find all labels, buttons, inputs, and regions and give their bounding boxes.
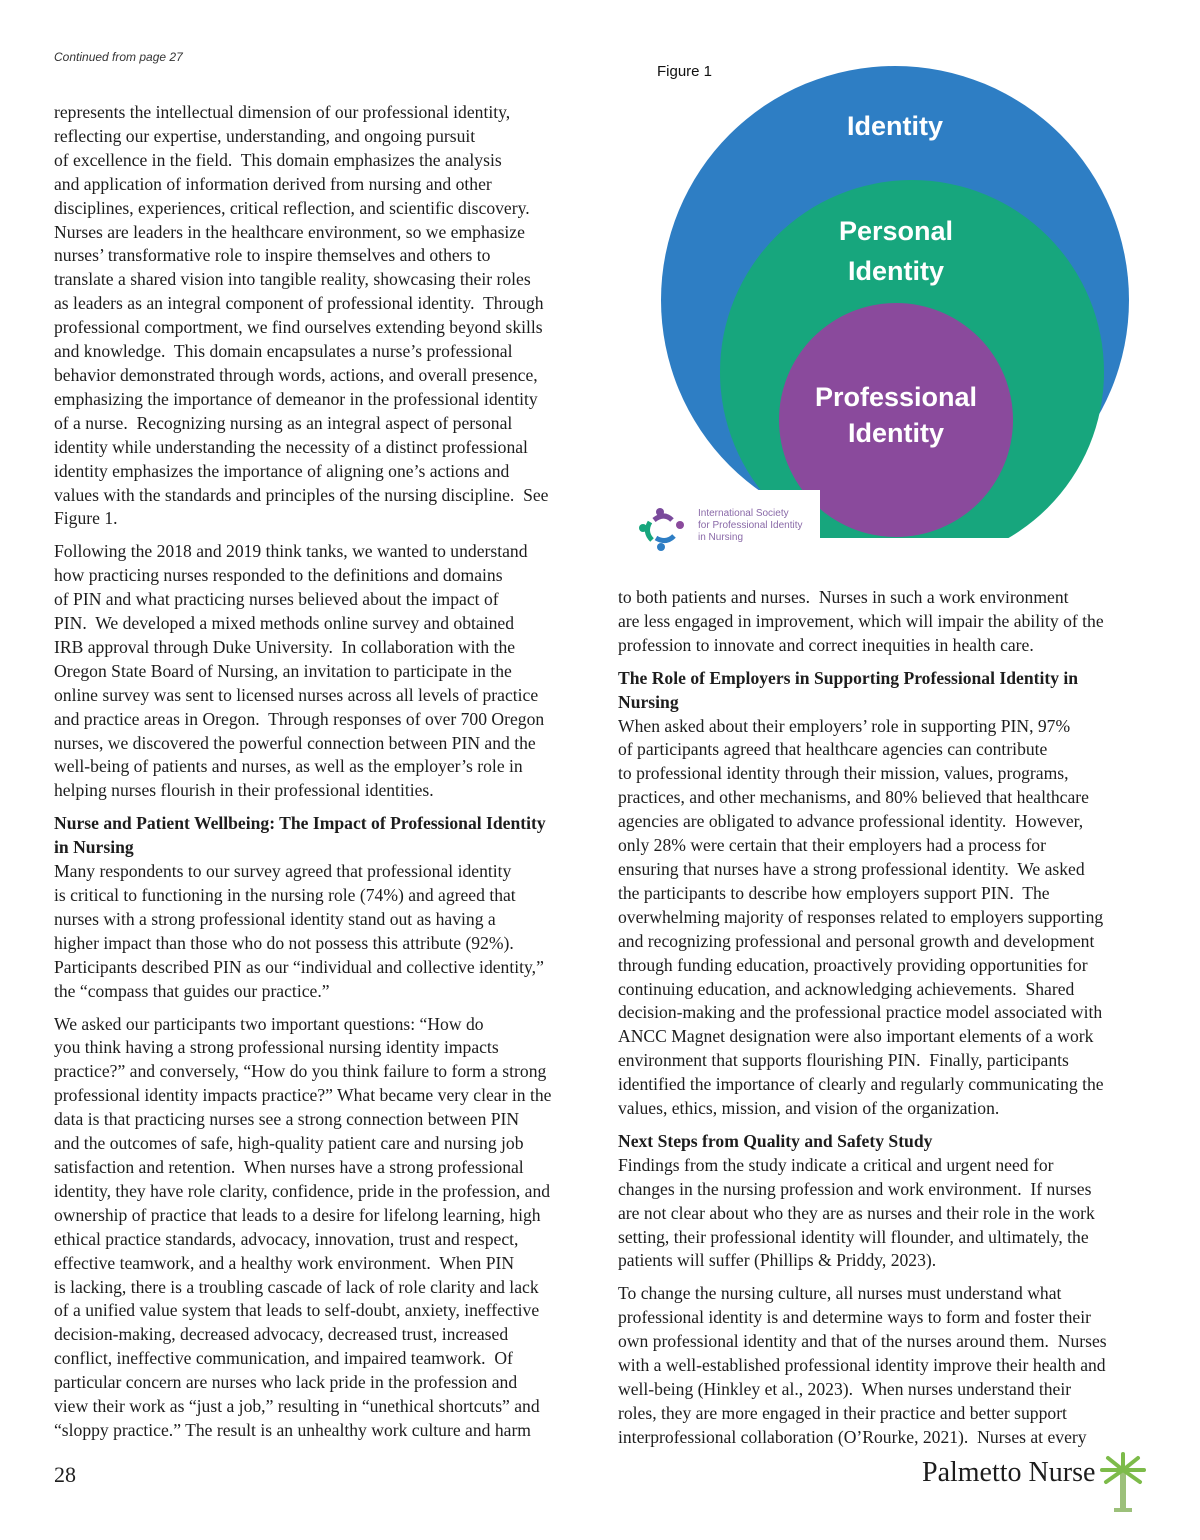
text-line: is critical to functioning in the nursing role (74%) and agreed that bbox=[54, 885, 516, 905]
text-line: represents the intellectual dimension of our professional identity, bbox=[54, 102, 511, 122]
logo-text-line: for Professional Identity bbox=[698, 520, 803, 531]
text-line: effective teamwork, and a healthy work environment. When PIN bbox=[54, 1252, 515, 1273]
text-line: Nurses are leaders in the healthcare environment, so we emphasize bbox=[54, 221, 525, 242]
figure-identity-diagram bbox=[630, 60, 1170, 560]
text-line: online survey was sent to licensed nurses across all levels of practice bbox=[54, 684, 539, 705]
text-line: Findings from the study indicate a critical and urgent need for bbox=[618, 1154, 1054, 1175]
text-line: helping nurses flourish in their professional identities. bbox=[54, 780, 434, 801]
professional-label: Professional bbox=[814, 382, 978, 412]
text-line: “sloppy practice.” The result is an unhealthy work culture and harm bbox=[54, 1419, 531, 1440]
left-column bbox=[54, 101, 594, 1452]
text-line: IRB approval through Duke University. In collaboration with the bbox=[54, 636, 516, 657]
text-line: particular concern are nurses who lack pride in the profession and bbox=[54, 1372, 518, 1393]
text-line: and application of information derived from nursing and other bbox=[54, 173, 492, 194]
text-line: of participants agreed that healthcare agencies can contribute bbox=[618, 739, 1048, 760]
text-line: Following the 2018 and 2019 think tanks, we wanted to understand bbox=[54, 541, 528, 562]
text-line: with a well-established professional identity improve their health and bbox=[618, 1355, 1106, 1376]
text-line: conflict, ineffective communication, and impaired teamwork. Of bbox=[54, 1348, 513, 1369]
section-heading-line: in Nursing bbox=[54, 837, 134, 858]
personal-label: Personal bbox=[838, 216, 954, 246]
text-line: Oregon State Board of Nursing, an invitation to participate in the bbox=[54, 660, 512, 681]
paragraph bbox=[618, 586, 1158, 658]
text-line: well-being (Hinkley et al., 2023). When nurses understand their bbox=[618, 1379, 1072, 1399]
text-line: nurses with a strong professional identity stand out as having a bbox=[54, 908, 496, 929]
text-line: roles, they are more engaged in their practice and better support bbox=[618, 1402, 1067, 1423]
text-line: translate a shared vision into tangible reality, showcasing their roles bbox=[54, 269, 531, 290]
section-heading-line: The Role of Employers in Supporting Professional Identity in bbox=[618, 667, 1079, 688]
paragraph bbox=[618, 667, 1158, 1121]
magazine-name: Palmetto Nurse bbox=[922, 1457, 1096, 1488]
text-line: changes in the nursing profession and work environment. If nurses bbox=[618, 1178, 1092, 1199]
text-line: agencies are obligated to advance professional identity. However, bbox=[618, 811, 1084, 832]
figure-label: Figure 1 bbox=[657, 63, 713, 80]
paragraph bbox=[54, 540, 594, 803]
text-line: data is that practicing nurses see a strong connection between PIN bbox=[54, 1109, 520, 1130]
section-heading-line: Next Steps from Quality and Safety Study bbox=[618, 1130, 933, 1151]
text-line: decision-making, decreased advocacy, decreased trust, increased bbox=[54, 1324, 509, 1345]
text-line: values with the standards and principles of the nursing discipline. See bbox=[54, 484, 549, 505]
text-line: nurses’ transformative role to inspire themselves and others to bbox=[54, 245, 491, 266]
palmetto-tree-icon bbox=[1098, 1452, 1148, 1514]
paragraph bbox=[618, 1282, 1158, 1449]
text-line: to both patients and nurses. Nurses in such a work environment bbox=[618, 587, 1069, 607]
professional-identity-label: Identity bbox=[847, 418, 945, 448]
text-line: ANCC Magnet designation were also important elements of a work bbox=[618, 1026, 1094, 1047]
text-line: professional identity impacts practice?” What became very clear in the bbox=[54, 1085, 552, 1106]
text-line: ownership of practice that leads to a desire for lifelong learning, high bbox=[54, 1204, 541, 1225]
text-line: When asked about their employers’ role in supporting PIN, 97% bbox=[618, 715, 1071, 736]
text-line: setting, their professional identity will flounder, and ultimately, the bbox=[618, 1226, 1089, 1247]
text-line: are less engaged in improvement, which will impair the ability of the bbox=[618, 610, 1104, 631]
text-line: practice?” and conversely, “How do you think failure to form a strong bbox=[54, 1061, 547, 1082]
section-heading-line: Nursing bbox=[618, 691, 679, 712]
text-line: view their work as “just a job,” resulting in “unethical shortcuts” and bbox=[54, 1396, 540, 1417]
text-line: own professional identity and that of the nurses around them. Nurses bbox=[618, 1331, 1107, 1352]
text-line: interprofessional collaboration (O’Rourke, 2021). Nurses at every bbox=[618, 1426, 1087, 1447]
text-line: Figure 1. bbox=[54, 508, 118, 529]
text-line: of excellence in the field. This domain emphasizes the analysis bbox=[54, 149, 502, 170]
text-line: emphasizing the importance of demeanor in the professional identity bbox=[54, 388, 538, 409]
text-line: through funding education, proactively providing opportunities for bbox=[618, 954, 1088, 975]
text-line: professional comportment, we find ourselves extending beyond skills bbox=[54, 317, 543, 338]
paragraph bbox=[54, 101, 594, 531]
text-line: profession to innovate and correct inequities in health care. bbox=[618, 634, 1034, 655]
text-line: continuing education, and acknowledging achievements. Shared bbox=[618, 978, 1075, 999]
text-line: and practice areas in Oregon. Through responses of over 700 Oregon bbox=[54, 708, 545, 729]
paragraph bbox=[54, 1013, 594, 1443]
paragraph bbox=[618, 1130, 1158, 1273]
text-line: higher impact than those who do not possess this attribute (92%). bbox=[54, 932, 514, 953]
text-line: Many respondents to our survey agreed that professional identity bbox=[54, 861, 512, 882]
text-line: are not clear about who they are as nurses and their role in the work bbox=[618, 1202, 1095, 1223]
text-line: the participants to describe how employers support PIN. The bbox=[618, 882, 1050, 903]
logo-text-line: in Nursing bbox=[698, 532, 744, 543]
text-line: of a nurse. Recognizing nursing as an integral aspect of personal bbox=[54, 412, 513, 433]
text-line: Participants described PIN as our “individual and collective identity,” bbox=[54, 956, 544, 977]
text-line: well-being of patients and nurses, as well as the employer’s role in bbox=[54, 756, 523, 777]
text-line: you think having a strong professional nursing identity impacts bbox=[54, 1037, 499, 1058]
text-line: and knowledge. This domain encapsulates a nurse’s professional bbox=[54, 341, 513, 362]
logo-text-line: International Society bbox=[698, 508, 789, 519]
text-line: the “compass that guides our practice.” bbox=[54, 980, 330, 1001]
text-line: of PIN and what practicing nurses believed about the impact of bbox=[54, 589, 499, 610]
text-line: identified the importance of clearly and regularly communicating the bbox=[618, 1074, 1104, 1095]
text-line: of a unified value system that leads to self-doubt, anxiety, ineffective bbox=[54, 1300, 540, 1321]
text-line: is lacking, there is a troubling cascade of lack of role clarity and lack bbox=[54, 1276, 539, 1297]
section-heading-line: Nurse and Patient Wellbeing: The Impact of Professional Identity bbox=[54, 813, 546, 834]
text-line: as leaders as an integral component of professional identity. Through bbox=[54, 293, 544, 314]
text-line: ethical practice standards, advocacy, innovation, trust and respect, bbox=[54, 1228, 519, 1249]
text-line: behavior demonstrated through words, actions, and overall presence, bbox=[54, 364, 538, 385]
identity-label: Identity bbox=[846, 111, 944, 141]
text-line: ensuring that nurses have a strong professional identity. We asked bbox=[618, 858, 1085, 879]
text-line: practices, and other mechanisms, and 80% believed that healthcare bbox=[618, 787, 1089, 808]
text-line: and recognizing professional and personal growth and development bbox=[618, 930, 1095, 951]
text-line: to professional identity through their mission, values, programs, bbox=[618, 763, 1069, 784]
text-line: identity, they have role clarity, confidence, pride in the profession, and bbox=[54, 1180, 551, 1201]
text-line: We asked our participants two important questions: “How do bbox=[54, 1013, 484, 1034]
text-line: satisfaction and retention. When nurses have a strong professional bbox=[54, 1156, 524, 1177]
page-number: 28 bbox=[54, 1462, 76, 1487]
text-line: identity emphasizes the importance of aligning one’s actions and bbox=[54, 460, 510, 481]
text-line: how practicing nurses responded to the definitions and domains bbox=[54, 565, 503, 586]
text-line: To change the nursing culture, all nurses must understand what bbox=[618, 1283, 1062, 1304]
text-line: overwhelming majority of responses related to employers supporting bbox=[618, 906, 1104, 927]
text-line: only 28% were certain that their employers had a process for bbox=[618, 835, 1046, 856]
text-line: environment that supports flourishing PIN. Finally, participants bbox=[618, 1050, 1069, 1071]
text-line: identity while understanding the necessity of a distinct professional bbox=[54, 436, 528, 457]
text-line: values, ethics, mission, and vision of the organization. bbox=[618, 1098, 1000, 1119]
text-line: decision-making and the professional practice model associated with bbox=[618, 1002, 1103, 1023]
text-line: PIN. We developed a mixed methods online survey and obtained bbox=[54, 613, 514, 634]
text-line: patients will suffer (Phillips & Priddy, 2023). bbox=[618, 1250, 937, 1271]
paragraph bbox=[54, 812, 594, 1003]
personal-identity-label: Identity bbox=[847, 256, 945, 286]
text-line: and the outcomes of safe, high-quality patient care and nursing job bbox=[54, 1133, 524, 1154]
text-line: professional identity is and determine ways to form and foster their bbox=[618, 1307, 1091, 1328]
text-line: disciplines, experiences, critical reflection, and scientific discovery. bbox=[54, 197, 530, 218]
text-line: nurses, we discovered the powerful connection between PIN and the bbox=[54, 732, 536, 753]
text-line: reflecting our expertise, understanding, and ongoing pursuit bbox=[54, 125, 476, 146]
right-column bbox=[618, 586, 1158, 1459]
continued-note: Continued from page 27 bbox=[54, 50, 183, 64]
